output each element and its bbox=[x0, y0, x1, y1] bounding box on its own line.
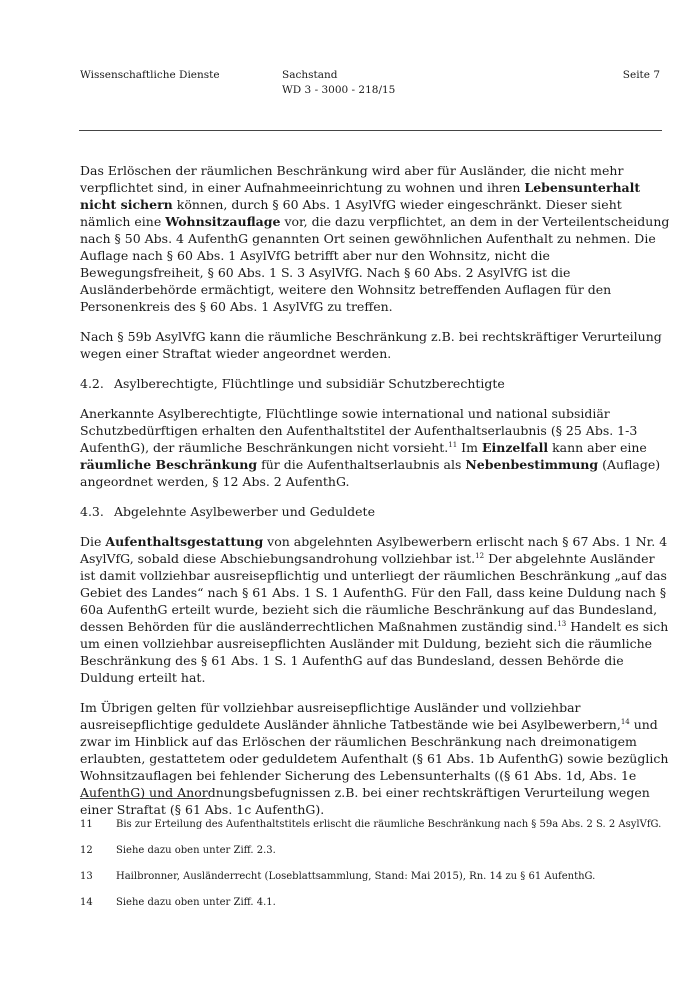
footnote bbox=[80, 896, 670, 910]
footnote-number: 13 bbox=[80, 871, 93, 882]
footnote bbox=[80, 818, 670, 832]
footnote-ref[interactable]: 13 bbox=[557, 619, 567, 628]
document-body bbox=[80, 162, 670, 831]
header-doc-number: WD 3 - 3000 - 218/15 bbox=[282, 84, 396, 96]
footnote-text: Siehe dazu oben unter Ziff. 4.1. bbox=[116, 897, 276, 908]
footnotes bbox=[80, 818, 670, 922]
section-heading-4-3: 4.3. Abgelehnte Asylbewerber und Geduldete bbox=[80, 504, 375, 519]
paragraph: Die Aufenthaltsgestattung von abgelehnten Asylbewerbern erlischt nach § 67 Abs. 1 Nr. 4 AsylVfG, sobald diese Abschiebungsandrohung vollziehbar ist.$^{12}$ Der abgelehnte Ausländer ist damit vollziehbar ausreisepflichtig und unterliegt der räumlichen Beschränkung „auf das Gebiet des Landes“ nach § 61 Abs. 1 S. 1 AufenthG. Für den Fall, dass keine Duldung nach § 60a AufenthG erteilt wurde, bezieht sich die räumliche Beschränkung auf das Bundesland, dessen Behörden für die ausländerrechtlichen Maßnahmen zuständig sind.$^{13}$ Handelt es sich um einen vollziehbar ausreisepflichten Ausländer mit Duldung, bezieht sich die räumliche Beschränkung des § 61 Abs. 1 S. 1 AufenthG auf das Bundesland, dessen Behörde die Duldung erteilt hat. bbox=[80, 534, 669, 685]
footnote-text: Siehe dazu oben unter Ziff. 2.3. bbox=[116, 845, 276, 856]
paragraph: Im Übrigen gelten für vollziehbar ausreisepflichtige Ausländer und vollziehbar ausreisepflichtige geduldete Ausländer ähnliche Tatbestände wie bei Asylbewerbern,$^{14}$ und zwar im Hinblick auf das Erlöschen der räumlichen Beschränkung nach dreimonatigem erlaubten, gestattetem oder geduldetem Aufenthalt (§ 61 Abs. 1b AufenthG) sowie bezüglich Wohnsitzauflagen bei fehlender Sicherung des Lebensunterhalts ((§ 61 Abs. 1d, Abs. 1e AufenthG) und Anordnungsbefugnissen z.B. bei einer rechtskräftigen Verurteilung wegen einer Straftat (§ 61 Abs. 1c AufenthG). bbox=[80, 700, 669, 817]
footnote-ref[interactable]: 12 bbox=[475, 551, 485, 560]
header-doc-type: Sachstand bbox=[282, 69, 338, 81]
header-department: Wissenschaftliche Dienste bbox=[80, 69, 220, 81]
footnote-number: 12 bbox=[80, 845, 93, 856]
footnote bbox=[80, 844, 670, 858]
section-heading-4-2: 4.2. Asylberechtigte, Flüchtlinge und subsidiär Schutzberechtigte bbox=[80, 376, 505, 391]
paragraph: Anerkannte Asylberechtigte, Flüchtlinge sowie international und national subsidiär Schutzbedürftigen erhalten den Aufenthaltstitel der Aufenthaltserlaubnis (§ 25 Abs. 1-3 AufenthG), der räumliche Beschränkungen nicht vorsieht.$^{11}$ Im Einzelfall kann aber eine räumliche Beschränkung für die Aufenthaltserlaubnis als Nebenbestimmung (Auflage) angeordnet werden, § 12 Abs. 2 AufenthG. bbox=[80, 406, 661, 489]
footnote-text: Hailbronner, Ausländerrecht (Loseblattsammlung, Stand: Mai 2015), Rn. 14 zu § 61 AufenthG. bbox=[116, 871, 596, 882]
footnote-number: 14 bbox=[80, 897, 93, 908]
page-header bbox=[80, 68, 660, 108]
footnote-ref[interactable]: 11 bbox=[448, 440, 458, 449]
footnote-ref[interactable]: 14 bbox=[620, 717, 630, 726]
header-page-number: Seite 7 bbox=[622, 69, 660, 81]
footnote bbox=[80, 870, 670, 884]
header-doc-info bbox=[282, 68, 395, 98]
header-divider bbox=[79, 130, 662, 131]
footnote-divider bbox=[80, 798, 210, 799]
footnote-number: 11 bbox=[80, 819, 93, 830]
footnote-text: Bis zur Erteilung des Aufenthaltstitels erlischt die räumliche Beschränkung nach § 59a Abs. 2 S. 2 AsylVfG. bbox=[116, 819, 662, 830]
paragraph: Nach § 59b AsylVfG kann die räumliche Beschränkung z.B. bei rechtskräftiger Verurteilung wegen einer Straftat wieder angeordnet werden. bbox=[80, 329, 662, 361]
paragraph: Das Erlöschen der räumlichen Beschränkung wird aber für Ausländer, die nicht mehr verpflichtet sind, in einer Aufnahmeeinrichtung zu wohnen und ihren Lebensunterhalt nicht sichern können, durch § 60 Abs. 1 AsylVfG wieder eingeschränkt. Dieser sieht nämlich eine Wohnsitzauflage vor, die dazu verpflichtet, an dem in der Verteilentscheidung nach § 50 Abs. 4 AufenthG genannten Ort seinen gewöhnlichen Aufenthalt zu nehmen. Die Auflage nach § 60 Abs. 1 AsylVfG betrifft aber nur den Wohnsitz, nicht die Bewegungsfreiheit, § 60 Abs. 1 S. 3 AsylVfG. Nach § 60 Abs. 2 AsylVfG ist die Ausländerbehörde ermächtigt, weitere den Wohnsitz betreffenden Auflagen für den Personenkreis des § 60 Abs. 1 AsylVfG zu treffen. bbox=[80, 163, 670, 314]
